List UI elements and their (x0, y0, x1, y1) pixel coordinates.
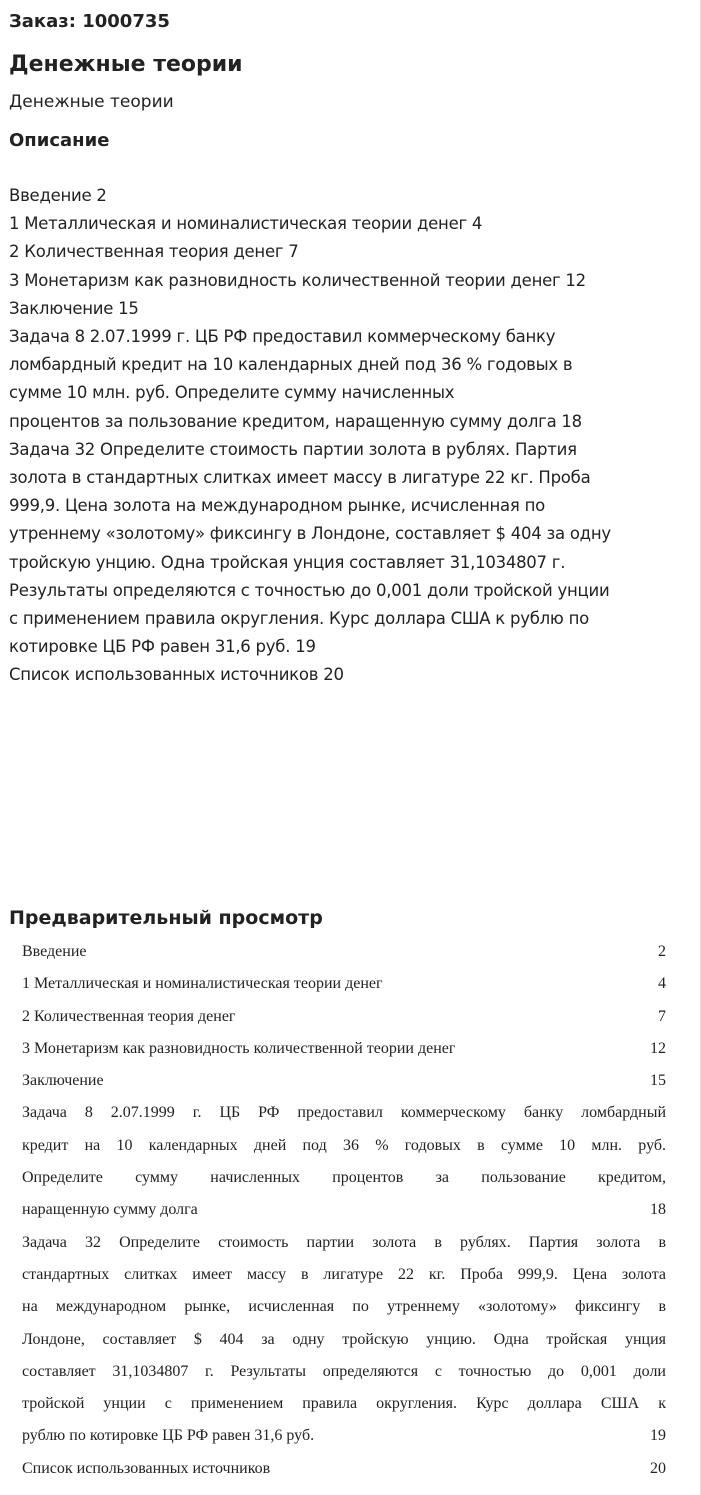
toc-title: 3 Монетаризм как разновидность количественной теории денег (22, 1039, 456, 1057)
toc-row (22, 1453, 666, 1485)
toc-title: Введение (22, 943, 87, 960)
toc-title: Заключение (22, 1072, 104, 1090)
toc-page: 20 (650, 1459, 666, 1477)
toc-row (22, 1065, 666, 1097)
preview-heading: Предварительный просмотр (9, 907, 323, 929)
toc-task-8 (22, 1097, 666, 1226)
work-title: Денежные теории (9, 52, 243, 77)
task-32-line: Задача 32 Определите стоимость партии золота в рублях. Партия золота в (22, 1233, 666, 1251)
toc-row (22, 1033, 666, 1065)
description-heading: Описание (9, 130, 110, 151)
order-number: Заказ: 1000735 (9, 11, 170, 32)
task-8-line: наращенную сумму долга (22, 1201, 198, 1219)
description-line: с применением правила округления. Курс доллара США к рублю по (9, 609, 589, 629)
task-32-line: Лондоне, составляет $ 404 за одну тройскую унцию. Одна тройская унция (22, 1330, 666, 1348)
toc-page: 4 (658, 975, 666, 993)
description-line: утреннему «золотому» фиксингу в Лондоне, составляет $ 404 за одну (9, 524, 611, 544)
task-32-line: составляет 31,1034807 г. Результаты определяются с точностью до 0,001 доли (22, 1362, 666, 1380)
toc-page: 15 (650, 1072, 666, 1090)
toc-row (22, 936, 666, 968)
description-line: золота в стандартных слитках имеет массу в лигатуре 22 кг. Проба (9, 468, 591, 488)
task-8-line: Задача 8 2.07.1999 г. ЦБ РФ предоставил коммерческому банку ломбардный (22, 1104, 666, 1122)
description-line: Задача 32 Определите стоимость партии золота в рублях. Партия (9, 439, 577, 459)
description-line: 3 Монетаризм как разновидность количественной теории денег 12 (9, 270, 586, 290)
toc-row (22, 968, 666, 1000)
description-body (9, 182, 688, 690)
description-line: котировке ЦБ РФ равен 31,6 руб. 19 (9, 637, 316, 657)
description-line: Список использованных источников 20 (9, 665, 344, 685)
description-line: процентов за пользование кредитом, наращенную сумму долга 18 (9, 411, 582, 431)
description-line: Результаты определяются с точностью до 0,001 доли тройской унции (9, 580, 610, 600)
task-32-line: стандартных слитках имеет массу в лигатуре 22 кг. Проба 999,9. Цена золота (22, 1265, 666, 1283)
description-line: тройскую унцию. Одна тройская унция составляет 31,1034807 г. (9, 552, 566, 572)
toc-page: 12 (650, 1039, 666, 1057)
task-32-line: рублю по котировке ЦБ РФ равен 31,6 руб. (22, 1427, 315, 1445)
toc-title: 1 Металлическая и номиналистическая теории денег (22, 975, 383, 993)
preview-document (22, 936, 666, 1485)
description-line: 2 Количественная теория денег 7 (9, 242, 299, 262)
toc-page: 7 (658, 1007, 666, 1025)
work-subtitle: Денежные теории (9, 92, 174, 112)
toc-page: 19 (650, 1427, 666, 1445)
toc-page: 18 (650, 1201, 666, 1219)
task-8-line: Определите сумму начисленных процентов за пользование кредитом, (22, 1169, 666, 1187)
task-8-last-line (22, 1194, 666, 1226)
toc-task-32 (22, 1227, 666, 1453)
task-32-last-line (22, 1420, 666, 1452)
task-8-line: кредит на 10 календарных дней под 36 % годовых в сумме 10 млн. руб. (22, 1136, 666, 1154)
toc-row (22, 1001, 666, 1033)
description-line: сумме 10 млн. руб. Определите сумму начисленных (9, 383, 455, 403)
description-line: Введение 2 (9, 186, 107, 205)
toc-title: 2 Количественная теория денег (22, 1007, 236, 1025)
description-line: Заключение 15 (9, 298, 139, 318)
description-line: ломбардный кредит на 10 календарных дней под 36 % годовых в (9, 355, 573, 375)
toc-title: Список использованных источников (22, 1459, 271, 1477)
description-line: 999,9. Цена золота на международном рынке, исчисленная по (9, 496, 545, 516)
task-32-line: на международном рынке, исчисленная по утреннему «золотому» фиксингу в (22, 1298, 666, 1316)
toc-page: 2 (658, 943, 666, 960)
task-32-line: тройской унции с применением правила округления. Курс доллара США к (22, 1395, 666, 1413)
description-line: 1 Металлическая и номиналистическая теории денег 4 (9, 214, 483, 234)
description-line: Задача 8 2.07.1999 г. ЦБ РФ предоставил коммерческому банку (9, 327, 556, 347)
